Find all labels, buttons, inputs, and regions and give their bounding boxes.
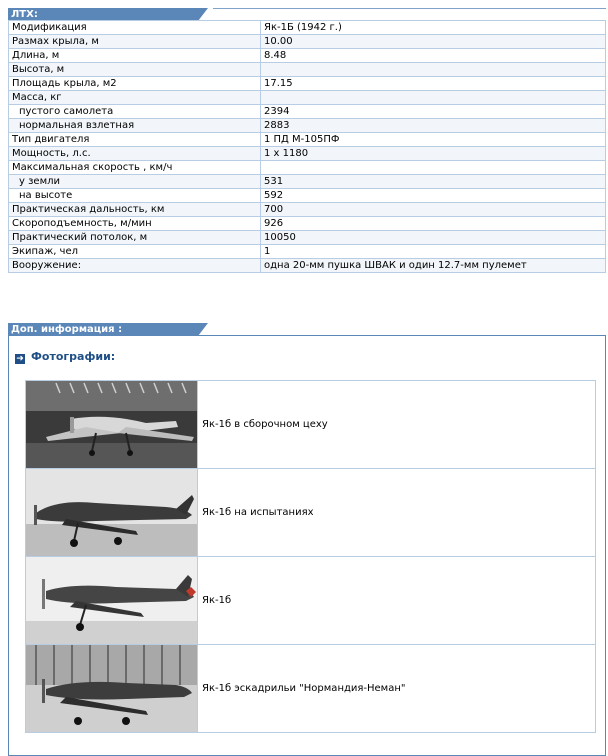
photo-yak-1b (26, 557, 197, 644)
photo-normandie-niemen (26, 645, 197, 732)
spec-row (9, 231, 606, 245)
spec-value: 700 (261, 203, 606, 217)
arrow-right-icon: ➜ (16, 354, 24, 364)
spec-value: одна 20-мм пушка ШВАК и один 12.7-мм пулемет (261, 259, 606, 273)
photo-caption: Як-1б эскадрильи "Нормандия-Неман" (198, 645, 596, 733)
spec-label: Практическая дальность, км (9, 203, 261, 217)
spec-value: 592 (261, 189, 606, 203)
spec-label: Высота, м (9, 63, 261, 77)
spec-row (9, 245, 606, 259)
spec-value (261, 63, 606, 77)
spec-row (9, 147, 606, 161)
spec-row (9, 77, 606, 91)
spec-label: Практический потолок, м (9, 231, 261, 245)
spec-label: Масса, кг (9, 91, 261, 105)
spec-value: 2394 (261, 105, 606, 119)
spec-label: Вооружение: (9, 259, 261, 273)
spec-row (9, 49, 606, 63)
spec-label: Скороподъемность, м/мин (9, 217, 261, 231)
spec-value (261, 91, 606, 105)
spec-label: на высоте (9, 189, 261, 203)
spec-label: Длина, м (9, 49, 261, 63)
spec-value: 531 (261, 175, 606, 189)
spec-row (9, 21, 606, 35)
photo-caption: Як-1б в сборочном цеху (198, 381, 596, 469)
spec-label: Площадь крыла, м2 (9, 77, 261, 91)
spec-row (9, 119, 606, 133)
spec-value: 10.00 (261, 35, 606, 49)
photo-caption: Як-1б (198, 557, 596, 645)
specs-table (8, 20, 606, 273)
photo-thumbnail[interactable] (26, 557, 198, 645)
photo-row (26, 557, 596, 645)
spec-value: 8.48 (261, 49, 606, 63)
spec-label: нормальная взлетная (9, 119, 261, 133)
spec-label: Экипаж, чел (9, 245, 261, 259)
spec-value: 1 x 1180 (261, 147, 606, 161)
photo-assembly-shop (26, 381, 197, 468)
spec-label: Размах крыла, м (9, 35, 261, 49)
photos-heading-label: Фотографии: (31, 350, 116, 363)
photo-thumbnail[interactable] (26, 645, 198, 733)
spec-row (9, 161, 606, 175)
spec-row (9, 189, 606, 203)
spec-label: Мощность, л.с. (9, 147, 261, 161)
spec-row (9, 105, 606, 119)
photo-row (26, 645, 596, 733)
photo-row (26, 469, 596, 557)
info-header-label: Доп. информация : (11, 324, 123, 335)
spec-label: Тип двигателя (9, 133, 261, 147)
spec-value: 17.15 (261, 77, 606, 91)
photos-heading[interactable] (15, 350, 115, 364)
spec-value: 1 (261, 245, 606, 259)
spec-row (9, 91, 606, 105)
spec-row (9, 35, 606, 49)
photo-thumbnail[interactable] (26, 469, 198, 557)
spec-label: Модификация (9, 21, 261, 35)
spec-row (9, 63, 606, 77)
spec-label: Максимальная скорость , км/ч (9, 161, 261, 175)
spec-value: 1 ПД М-105ПФ (261, 133, 606, 147)
spec-row (9, 175, 606, 189)
ltx-header-label: ЛТХ: (11, 9, 38, 20)
photo-caption: Як-1б на испытаниях (198, 469, 596, 557)
info-panel (8, 336, 606, 756)
spec-value: 10050 (261, 231, 606, 245)
photo-testing (26, 469, 197, 556)
spec-row (9, 217, 606, 231)
photos-table (25, 380, 596, 733)
spec-value: 2883 (261, 119, 606, 133)
spec-row (9, 203, 606, 217)
info-tab-bar (8, 323, 606, 336)
spec-value: 926 (261, 217, 606, 231)
ltx-top-rule (213, 8, 606, 9)
photo-row (26, 381, 596, 469)
spec-value (261, 161, 606, 175)
spec-row (9, 259, 606, 273)
spec-row (9, 133, 606, 147)
spec-label: у земли (9, 175, 261, 189)
spec-label: пустого самолета (9, 105, 261, 119)
spec-value: Як-1Б (1942 г.) (261, 21, 606, 35)
photo-thumbnail[interactable] (26, 381, 198, 469)
